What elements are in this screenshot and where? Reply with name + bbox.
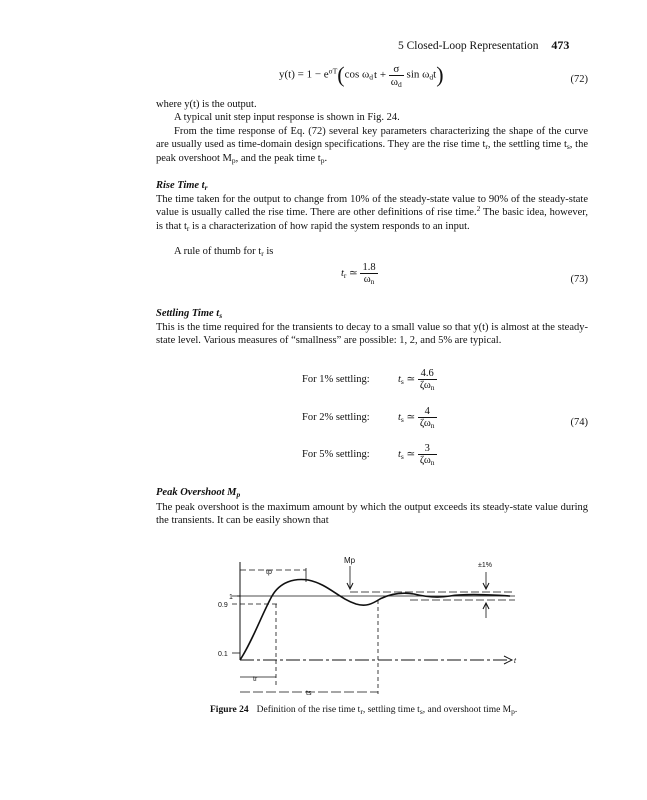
figure-caption: Figure 24 Definition of the rise time $t_r$, settling time $t_s$, and overshoot time $M_p$. — [210, 705, 518, 716]
eq72-lhs: y(t) = 1 − e — [279, 68, 329, 81]
label-mp: Mp — [344, 556, 356, 565]
header-section: 5 Closed-Loop Representation — [398, 40, 539, 52]
para-output: where y(t) is the output. — [156, 99, 257, 110]
eq72-cos: cos ω — [344, 68, 370, 81]
settling-row-5pct: For 5% settling: $t_s$ ≃ $\frac{3}{\zeta\omega_n}$ — [302, 443, 435, 467]
rule-of-thumb: A rule of thumb for $t_r$ is — [174, 246, 274, 258]
overshoot-text: The peak overshoot is the maximum amount by which the output exceeds its steady-state value during the transients. It can be easily shown that — [156, 502, 588, 527]
eq73-number: (73) — [570, 274, 588, 285]
page-number: 473 — [551, 38, 570, 52]
label-one: 1 — [229, 594, 233, 601]
eq72-tplus: t + — [374, 68, 389, 81]
eq72-number: (72) — [570, 74, 588, 85]
settling-time-text: This is the time required for the transients to decay to a small value so that y(t) is almost at the steady-state level. Various measures of “smallness” are possible: 1, 2, and 5% are typical. — [156, 322, 588, 347]
label-tp: tp — [266, 569, 272, 576]
label-0-1: 0.1 — [218, 651, 228, 658]
rise-time-text: The time taken for the output to change from 10% of the steady-state value to 90% of the steady-state value is usually called the rise time. There are other definitions of rise time.$^2$ The basic idea, however, is that $t_r$ is a characterization of how rapid the system responds to an input. — [156, 194, 589, 233]
label-0-9: 0.9 — [218, 602, 228, 609]
label-band: ±1% — [478, 562, 492, 569]
rise-time-heading: Rise Time $t_r$ — [156, 180, 208, 192]
label-tr: tr — [253, 676, 258, 683]
equation-72: $y(t) = 1 - e^{\sigma T}(\cos$ $\omega_dt$ + $\frac{\sigma}{\omega_d}$ $\sin \omega_dt$) — [279, 62, 444, 89]
eq74-number: (74) — [570, 417, 588, 428]
label-ts: ts — [306, 690, 312, 697]
para-fig-ref: A typical unit step input response is shown in Fig. 24. — [174, 112, 400, 123]
overshoot-heading: Peak Overshoot $M_p$ — [156, 487, 241, 499]
label-t: t — [514, 658, 516, 665]
running-header — [398, 38, 569, 53]
eq72-exponent: σT — [328, 66, 338, 76]
settling-row-2pct: For 2% settling: $t_s$ ≃ $\frac{4}{\zeta\omega_n}$ — [302, 406, 435, 430]
eq72-fraction: $\frac{\sigma}{\omega_d}$ — [390, 62, 402, 89]
eq72-sin: sin ω — [406, 68, 430, 81]
equation-73: $t_r$ ≃ $\frac{1.8}{\omega_n}$ — [341, 262, 376, 286]
response-curve — [240, 580, 510, 660]
settling-row-1pct: For 1% settling: $t_s$ ≃ $\frac{4.6}{\zeta\omega_n}$ — [302, 368, 435, 392]
step-response-figure — [210, 552, 530, 702]
para-key-params: From the time response of Eq. (72) several key parameters characterizing the shape of the curve are usually used as time-domain design specifications. They are the rise time $t_r$, the settling time $t_s$, the peak overshoot $M_p$, and the peak time $t_p$. — [156, 126, 588, 165]
settling-time-heading: Settling Time $t_s$ — [156, 308, 223, 320]
